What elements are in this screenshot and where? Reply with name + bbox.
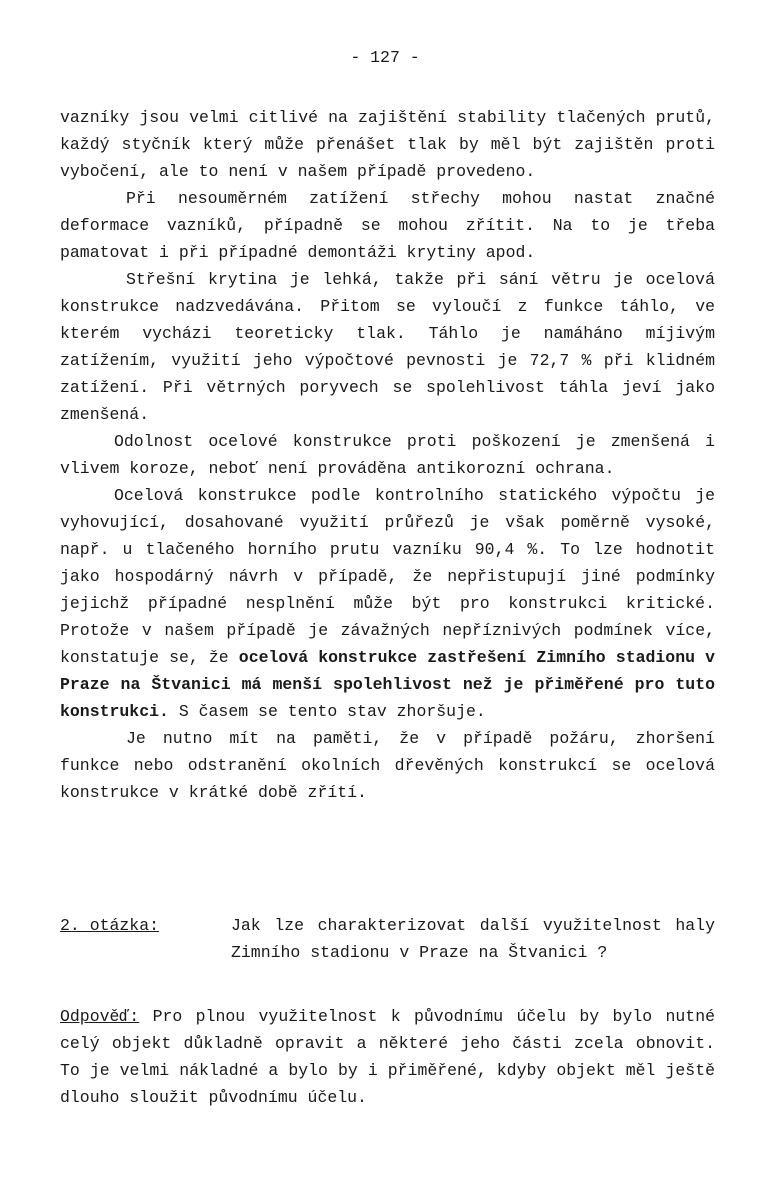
paragraph-6: Je nutno mít na paměti, že v případě požáru, zhoršení funkce nebo odstranění okolních dřevěných konstrukcí se ocelová konstrukce v krátké době zřítí. — [60, 729, 715, 802]
question-label: 2. otázka: — [60, 916, 160, 935]
body-text — [60, 104, 715, 806]
paragraph-4: Odolnost ocelové konstrukce proti poškození je zmenšená i vlivem koroze, neboť není prováděna antikorozní ochrana. — [60, 432, 715, 478]
conclusion-bold: ocelová konstrukce zastřešení Zimního stadionu v Praze na Štvanici má menší spolehlivost než je přiměřené pro tuto konstrukci. — [60, 648, 716, 721]
paragraph-5-tail: S časem se tento stav zhoršuje. — [168, 702, 486, 721]
paragraph-5 — [60, 482, 715, 725]
paragraph-1: vazníky jsou velmi citlivé na zajištění stability tlačených prutů, každý styčník který může přenášet tlak by měl být zajištěn proti vybočení, ale to není v našem případě provedeno. — [60, 108, 715, 181]
page-number: - 127 - — [350, 48, 420, 67]
answer-block — [60, 1003, 715, 1111]
paragraph-3: Střešní krytina je lehká, takže při sání větru je ocelová konstrukce nadzvedávána. Přitom se vyloučí z funkce táhlo, ve kterém vycházi teoreticky tlak. Táhlo je namáháno míjivým zatížením, využití jeho výpočtové pevnosti je 72,7 % při klidném zatížení. Při větrných poryvech se spolehlivost táhla jeví jako zmenšená. — [60, 270, 715, 424]
paragraph-2: Při nesouměrném zatížení střechy mohou nastat značné deformace vazníků, případně se mohou zřítit. Na to je třeba pamatovat i při případné demontáži krytiny apod. — [60, 189, 715, 262]
question-text: Jak lze charakterizovat další využitelnost haly Zimního stadionu v Praze na Štvanici ? — [231, 916, 715, 962]
paragraph-5-text: Ocelová konstrukce podle kontrolního statického výpočtu je vyhovující, dosahované využití průřezů je však poměrně vysoké, např. u tlačeného horního prutu vazníku 90,4 %. To lze hodnotit jako hospodárný návrh v případě, že nepřistupují jiné podmínky jejichž případné nesplnění může být pro konstrukci kritické. Protože v našem případě je závažných nepříznivých podmínek více, konstatuje se, že — [60, 486, 715, 667]
answer-label: Odpověď: — [60, 1007, 140, 1026]
answer-text: Pro plnou využitelnost k původnímu účelu by bylo nutné celý objekt důkladně opravit a některé jeho části zcela obnovit. To je velmi nákladné a bylo by i přiměřené, kdyby objekt měl ještě dlouho sloužit původnímu účelu. — [60, 1007, 715, 1107]
